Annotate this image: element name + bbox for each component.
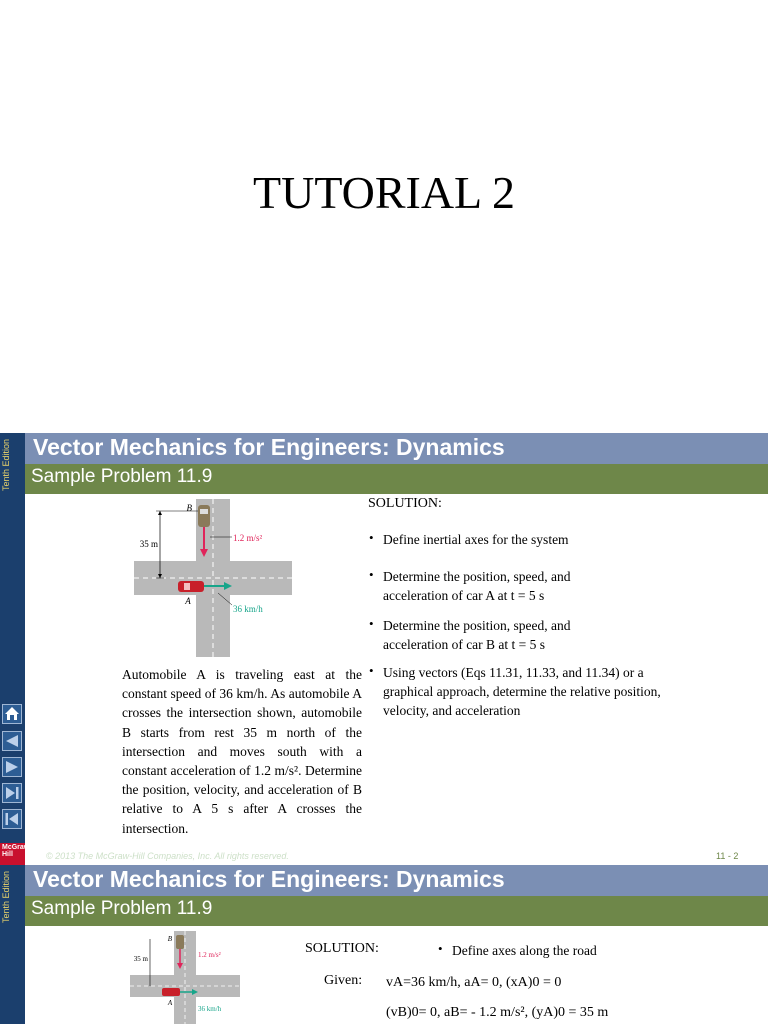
solution-bullet: • Determine the position, speed, and acceleration of car B at t = 5 s (369, 616, 571, 652)
speed-label: 36 km/h (233, 604, 263, 614)
header-bar (25, 433, 768, 464)
slide-sample-problem (0, 433, 768, 865)
skip-forward-icon (3, 784, 21, 802)
svg-text:B: B (167, 935, 172, 943)
home-button[interactable] (2, 704, 22, 724)
header-bar (25, 865, 768, 896)
given-label: Given: (324, 973, 363, 988)
problem-title: Sample Problem 11.9 (31, 466, 213, 487)
course-title: Vector Mechanics for Engineers: Dynamics (33, 866, 505, 892)
subheader-bar (25, 464, 768, 494)
car-b (198, 505, 210, 527)
problem-title: Sample Problem 11.9 (31, 898, 213, 919)
solution-bullet: • Define inertial axes for the system (369, 530, 569, 547)
edition-label: Tenth Edition (1, 438, 11, 492)
car-b (176, 935, 184, 949)
last-slide-button[interactable] (2, 783, 22, 803)
copyright-notice: © 2013 The McGraw-Hill Companies, Inc. All rights reserved. (46, 851, 289, 861)
home-icon (3, 705, 21, 723)
solution-bullet: • Define axes along the road (438, 941, 597, 958)
car-a-label: A (185, 596, 191, 606)
svg-text:1.2 m/s²: 1.2 m/s² (198, 951, 221, 959)
sidebar (0, 865, 25, 1024)
intersection-diagram (134, 499, 294, 657)
page-number: 11 - 2 (716, 851, 739, 861)
triangle-left-icon (3, 732, 21, 750)
svg-text:A: A (167, 999, 173, 1007)
acceleration-label: 1.2 m/s² (233, 533, 263, 543)
skip-back-icon (3, 810, 21, 828)
problem-statement: Automobile A is traveling east at the constant speed of 36 km/h. As automobile A crosses the intersection shown, automobile B starts from rest 35 m north of the intersection and moves south with a constant acceleration of 1.2 m/s². Determine the position, velocity, and acceleration of B relative to A 5 s after A crosses the intersection. (122, 667, 362, 836)
solution-heading: SOLUTION: (305, 941, 379, 956)
given-car-a: vA=36 km/h, aA= 0, (xA)0 = 0 (386, 975, 562, 990)
title-page (0, 0, 768, 433)
subheader-bar (25, 896, 768, 926)
intersection-diagram-small (130, 931, 240, 1024)
distance-label: 35 m (139, 539, 158, 549)
solution-heading: SOLUTION: (368, 496, 442, 511)
next-slide-button[interactable] (2, 757, 22, 777)
car-a (178, 581, 204, 592)
publisher-logo: McGraw Hill (0, 843, 25, 865)
course-title: Vector Mechanics for Engineers: Dynamics (33, 434, 505, 460)
edition-label: Tenth Edition (1, 870, 11, 924)
given-car-b: (vB)0= 0, aB= - 1.2 m/s², (yA)0 = 35 m (386, 1005, 609, 1020)
distance-label: 35 m (133, 955, 148, 963)
slide-solution (0, 865, 768, 1024)
solution-bullet: • Using vectors (Eqs 11.31, 11.33, and 11.34) or a graphical approach, determine the relative position, velocity, and acceleration (369, 663, 661, 718)
sidebar (0, 433, 30, 865)
solution-bullet: • Determine the position, speed, and acceleration of car A at t = 5 s (369, 567, 571, 603)
first-slide-button[interactable] (2, 809, 22, 829)
triangle-right-icon (3, 758, 21, 776)
tutorial-title: TUTORIAL 2 (253, 167, 515, 218)
previous-slide-button[interactable] (2, 731, 22, 751)
svg-text:36 km/h: 36 km/h (198, 1005, 222, 1013)
car-b-label: B (186, 503, 192, 513)
car-a (162, 988, 180, 996)
